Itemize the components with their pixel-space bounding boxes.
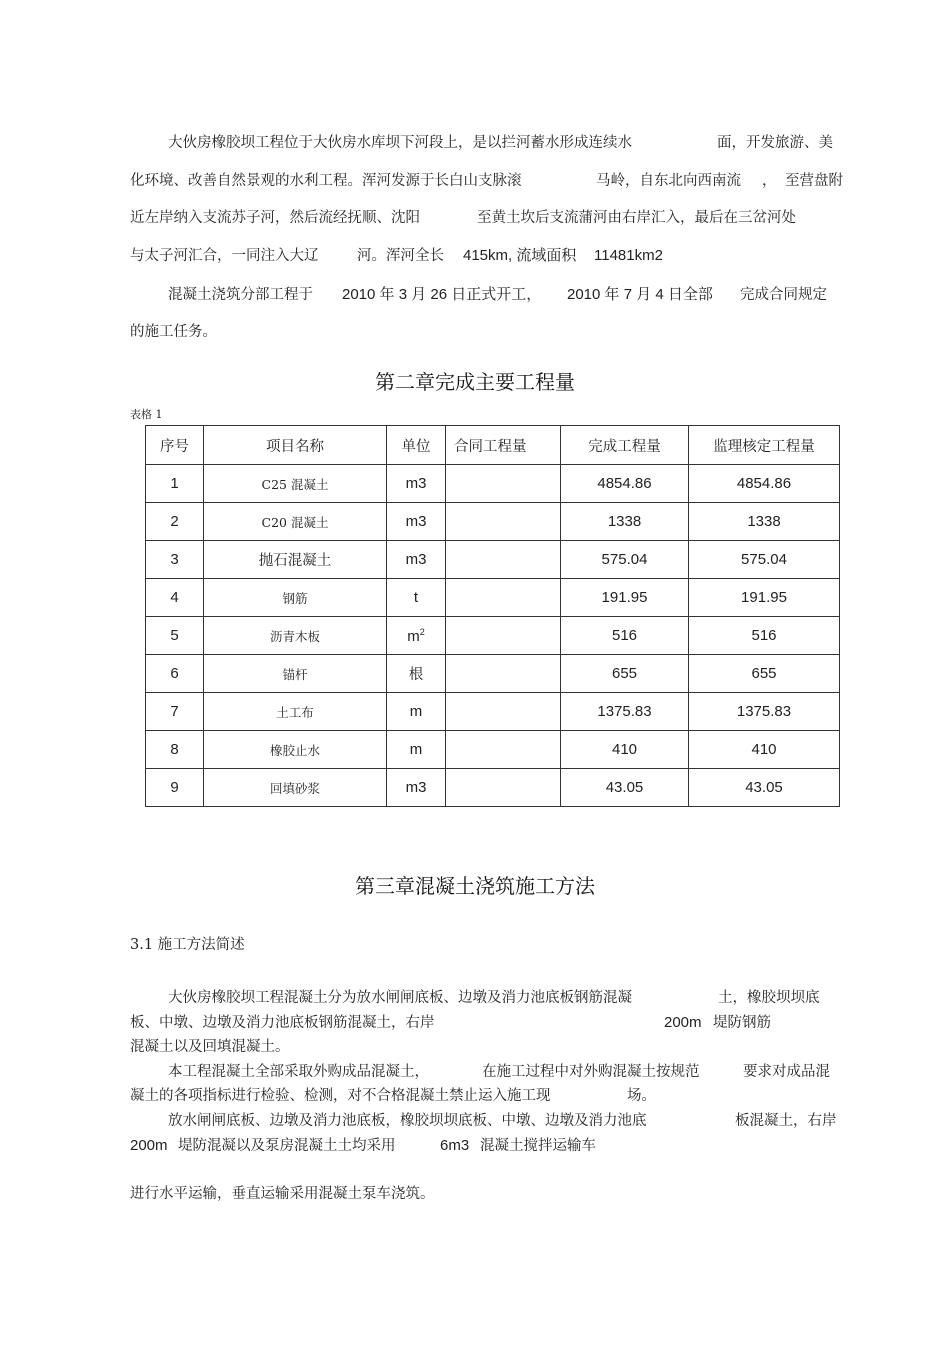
cell-no: 2 [146, 503, 204, 541]
intro-text: 马岭，自东北向西南流 [596, 173, 741, 189]
body-text: 板混凝土，右岸 [735, 1113, 837, 1129]
header-cell-verified: 监理核定工程量 [689, 426, 840, 465]
cell-contract [446, 617, 561, 655]
intro-line-3 [0, 208, 950, 228]
intro-line-6 [0, 322, 950, 342]
cell-done: 655 [561, 655, 689, 693]
body-text: 大伙房橡胶坝工程混凝土分为放水闸闸底板、边墩及消力池底板钢筋混凝 [168, 990, 632, 1006]
unit-base: m [407, 627, 420, 645]
cell-verified: 655 [689, 655, 840, 693]
cell-unit: m3 [387, 541, 446, 579]
body-text: 进行水平运输，垂直运输采用混凝土泵车浇筑。 [130, 1186, 435, 1202]
intro-text: 大伙房橡胶坝工程位于大伙房水库坝下河段上，是以拦河蓄水形成连续水 [168, 135, 632, 151]
table-row [146, 693, 840, 731]
cell-contract [446, 769, 561, 807]
body-line [0, 1136, 950, 1156]
cell-no: 4 [146, 579, 204, 617]
body-line [0, 1184, 950, 1204]
header-cell-no: 序号 [146, 426, 204, 465]
cell-no: 3 [146, 541, 204, 579]
intro-text: 河。浑河全长 [357, 248, 444, 264]
intro-text: 的施工任务。 [130, 324, 217, 340]
cell-verified: 1338 [689, 503, 840, 541]
body-text: 混凝土搅拌运输车 [480, 1138, 596, 1154]
intro-text: 至营盘附 [785, 173, 843, 189]
body-text: 堤防混凝以及泵房混凝土土均采用 [178, 1138, 396, 1154]
intro-text: 混凝土浇筑分部工程于 [168, 287, 313, 303]
cell-verified: 516 [689, 617, 840, 655]
intro-text: 2010 年 3 月 26 日正式开工， [342, 286, 542, 303]
cell-name: C25 混凝土 [204, 465, 387, 503]
body-text: 要求对成品混 [743, 1064, 830, 1080]
body-text: 场。 [627, 1088, 656, 1104]
body-line [0, 1013, 950, 1033]
cell-verified: 43.05 [689, 769, 840, 807]
intro-text: 近左岸纳入支流苏子河，然后流经抚顺、沈阳 [130, 210, 420, 226]
cell-done: 516 [561, 617, 689, 655]
header-cell-contract: 合同工程量 [446, 426, 561, 465]
cell-verified: 410 [689, 731, 840, 769]
table-row [146, 503, 840, 541]
body-text: 凝土的各项指标进行检验、检测，对不合格混凝土禁止运入施工现 [130, 1088, 551, 1104]
cell-contract [446, 579, 561, 617]
header-cell-name: 项目名称 [204, 426, 387, 465]
cell-name: 沥青木板 [204, 617, 387, 655]
cell-unit: m3 [387, 503, 446, 541]
cell-done: 43.05 [561, 769, 689, 807]
body-text: 在施工过程中对外购混凝土按规范 [482, 1064, 700, 1080]
cell-contract [446, 465, 561, 503]
cell-unit [387, 617, 446, 655]
intro-text: 415km, 流域面积 [463, 247, 577, 264]
intro-text: 至黄土坎后支流蒲河由右岸汇入，最后在三岔河处 [477, 210, 796, 226]
body-text: 本工程混凝土全部采取外购成品混凝土， [168, 1064, 429, 1080]
cell-contract [446, 655, 561, 693]
cell-no: 1 [146, 465, 204, 503]
unit-superscript: 2 [419, 626, 425, 637]
intro-text: 11481km2 [594, 247, 663, 264]
cell-unit: m [387, 731, 446, 769]
cell-done: 575.04 [561, 541, 689, 579]
cell-done: 410 [561, 731, 689, 769]
cell-name: 抛石混凝土 [204, 541, 387, 579]
body-line [0, 1086, 950, 1106]
cell-done: 1338 [561, 503, 689, 541]
table-header-row [146, 426, 840, 465]
cell-done: 1375.83 [561, 693, 689, 731]
intro-text: ， [762, 173, 777, 189]
intro-text: 完成合同规定 [740, 287, 827, 303]
cell-no: 7 [146, 693, 204, 731]
intro-text: 面，开发旅游、美 [717, 135, 833, 151]
body-line [0, 988, 950, 1008]
cell-no: 6 [146, 655, 204, 693]
cell-verified: 1375.83 [689, 693, 840, 731]
cell-no: 8 [146, 731, 204, 769]
cell-name: 锚杆 [204, 655, 387, 693]
body-text: 堤防钢筋 [713, 1015, 771, 1031]
intro-line-5 [0, 285, 950, 305]
cell-done: 191.95 [561, 579, 689, 617]
cell-no: 5 [146, 617, 204, 655]
cell-unit: 根 [387, 655, 446, 693]
body-text: 放水闸闸底板、边墩及消力池底板，橡胶坝坝底板、中墩、边墩及消力池底 [168, 1113, 647, 1129]
cell-contract [446, 731, 561, 769]
table-row [146, 579, 840, 617]
intro-text: 化环境、改善自然景观的水利工程。浑河发源于长白山支脉滚 [130, 173, 522, 189]
cell-contract [446, 541, 561, 579]
cell-unit: m3 [387, 465, 446, 503]
cell-contract [446, 693, 561, 731]
body-text: 混凝土以及回填混凝土。 [130, 1039, 290, 1055]
intro-line-1 [0, 133, 950, 153]
intro-text: 与太子河汇合，一同注入大辽 [130, 248, 319, 264]
intro-text: 2010 年 7 月 4 日全部 [567, 286, 713, 303]
table-row [146, 541, 840, 579]
table-row [146, 617, 840, 655]
table-row [146, 731, 840, 769]
table-caption: 表格 1 [130, 408, 163, 421]
table-row [146, 769, 840, 807]
cell-verified: 191.95 [689, 579, 840, 617]
cell-no: 9 [146, 769, 204, 807]
body-text: 板、中墩、边墩及消力池底板钢筋混凝土，右岸 [130, 1015, 435, 1031]
body-text: 200m [664, 1014, 702, 1031]
cell-name: 回填砂浆 [204, 769, 387, 807]
header-cell-done: 完成工程量 [561, 426, 689, 465]
intro-line-4 [0, 246, 950, 266]
cell-unit: t [387, 579, 446, 617]
chapter3-title: 第三章混凝土浇筑施工方法 [355, 874, 595, 898]
body-line [0, 1111, 950, 1131]
body-line [0, 1037, 950, 1057]
body-text: 土，橡胶坝坝底 [718, 990, 820, 1006]
cell-contract [446, 503, 561, 541]
quantities-table [145, 425, 840, 807]
cell-verified: 4854.86 [689, 465, 840, 503]
chapter2-title: 第二章完成主要工程量 [375, 370, 575, 394]
table-row [146, 465, 840, 503]
cell-unit: m [387, 693, 446, 731]
intro-line-2 [0, 171, 950, 191]
body-line [0, 1062, 950, 1082]
cell-name: 钢筋 [204, 579, 387, 617]
cell-name: 橡胶止水 [204, 731, 387, 769]
section-title: 3.1 施工方法简述 [130, 937, 245, 953]
cell-verified: 575.04 [689, 541, 840, 579]
cell-name: C20 混凝土 [204, 503, 387, 541]
header-cell-unit: 单位 [387, 426, 446, 465]
body-text: 200m [130, 1137, 168, 1154]
cell-name: 土工布 [204, 693, 387, 731]
cell-done: 4854.86 [561, 465, 689, 503]
cell-unit: m3 [387, 769, 446, 807]
body-text: 6m3 [440, 1137, 470, 1154]
table-row [146, 655, 840, 693]
